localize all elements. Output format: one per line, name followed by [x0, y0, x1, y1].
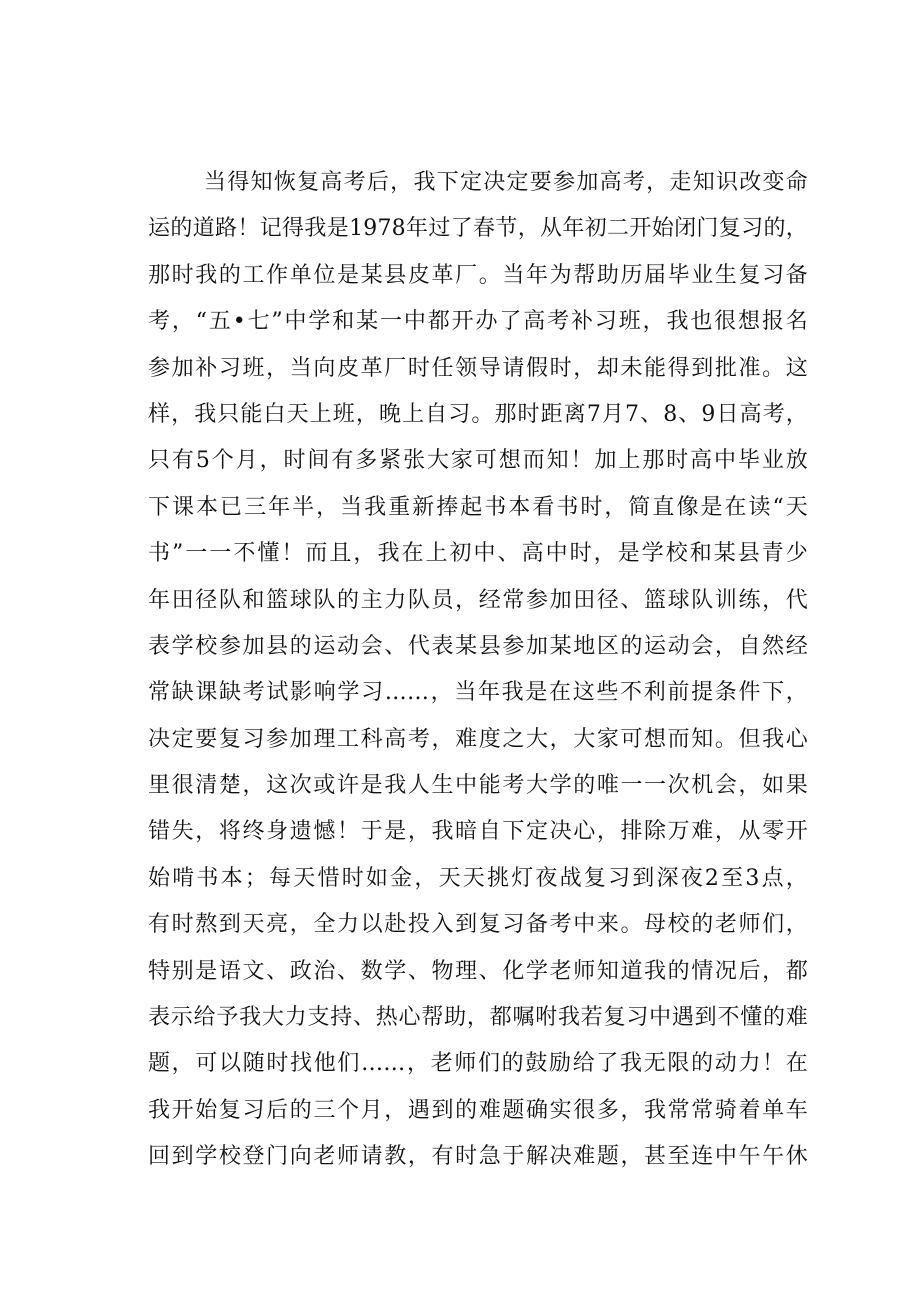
text-line-21: 我开始复习后的三个月，遇到的难题确实很多，我常常骑着单车 [148, 1097, 808, 1123]
text-line-13: 决定要复习参加理工科高考，难度之大，大家可想而知。但我心 [148, 726, 808, 752]
text-line-19: 表示给予我大力支持、热心帮助，都嘱咐我若复习中遇到不懂的难 [148, 1005, 808, 1031]
text-line-4: 考，“五•七”中学和某一中都开办了高考补习班，我也很想报名 [148, 309, 808, 335]
text-line-17: 有时熬到天亮，全力以赴投入到复习备考中来。母校的老师们， [148, 912, 808, 938]
text-line-14: 里很清楚，这次或许是我人生中能考大学的唯一一次机会，如果 [148, 773, 808, 799]
text-line-8: 下课本已三年半，当我重新捧起书本看书时，简直像是在读“天 [148, 494, 808, 520]
text-line-22: 回到学校登门向老师请教，有时急于解决难题，甚至连中午午休 [148, 1144, 808, 1170]
text-line-11: 表学校参加县的运动会、代表某县参加某地区的运动会，自然经 [148, 633, 808, 659]
text-line-5: 参加补习班，当向皮革厂时任领导请假时，却未能得到批准。这 [148, 355, 808, 381]
text-line-18: 特别是语文、政治、数学、物理、化学老师知道我的情况后，都 [148, 958, 808, 984]
body-paragraph [148, 160, 808, 1181]
text-line-16: 始啃书本；每天惜时如金，天天挑灯夜战复习到深夜2至3点， [148, 865, 808, 891]
text-line-20: 题，可以随时找他们……，老师们的鼓励给了我无限的动力！在 [148, 1051, 808, 1077]
text-line-9: 书”一一不懂！而且，我在上初中、高中时，是学校和某县青少 [148, 541, 808, 567]
text-line-6: 样，我只能白天上班，晚上自习。那时距离7月7、8、9日高考， [148, 401, 808, 427]
text-line-10: 年田径队和篮球队的主力队员，经常参加田径、篮球队训练，代 [148, 587, 808, 613]
text-line-7: 只有5个月，时间有多紧张大家可想而知！加上那时高中毕业放 [148, 448, 808, 474]
text-line-12: 常缺课缺考试影响学习……，当年我是在这些不利前提条件下， [148, 680, 808, 706]
text-line-2: 运的道路！记得我是1978年过了春节，从年初二开始闭门复习的， [148, 216, 808, 242]
text-line-3: 那时我的工作单位是某县皮革厂。当年为帮助历届毕业生复习备 [148, 262, 808, 288]
text-line-15: 错失，将终身遗憾！于是，我暗自下定决心，排除万难，从零开 [148, 819, 808, 845]
text-line-1: 当得知恢复高考后，我下定决定要参加高考，走知识改变命 [204, 170, 808, 195]
